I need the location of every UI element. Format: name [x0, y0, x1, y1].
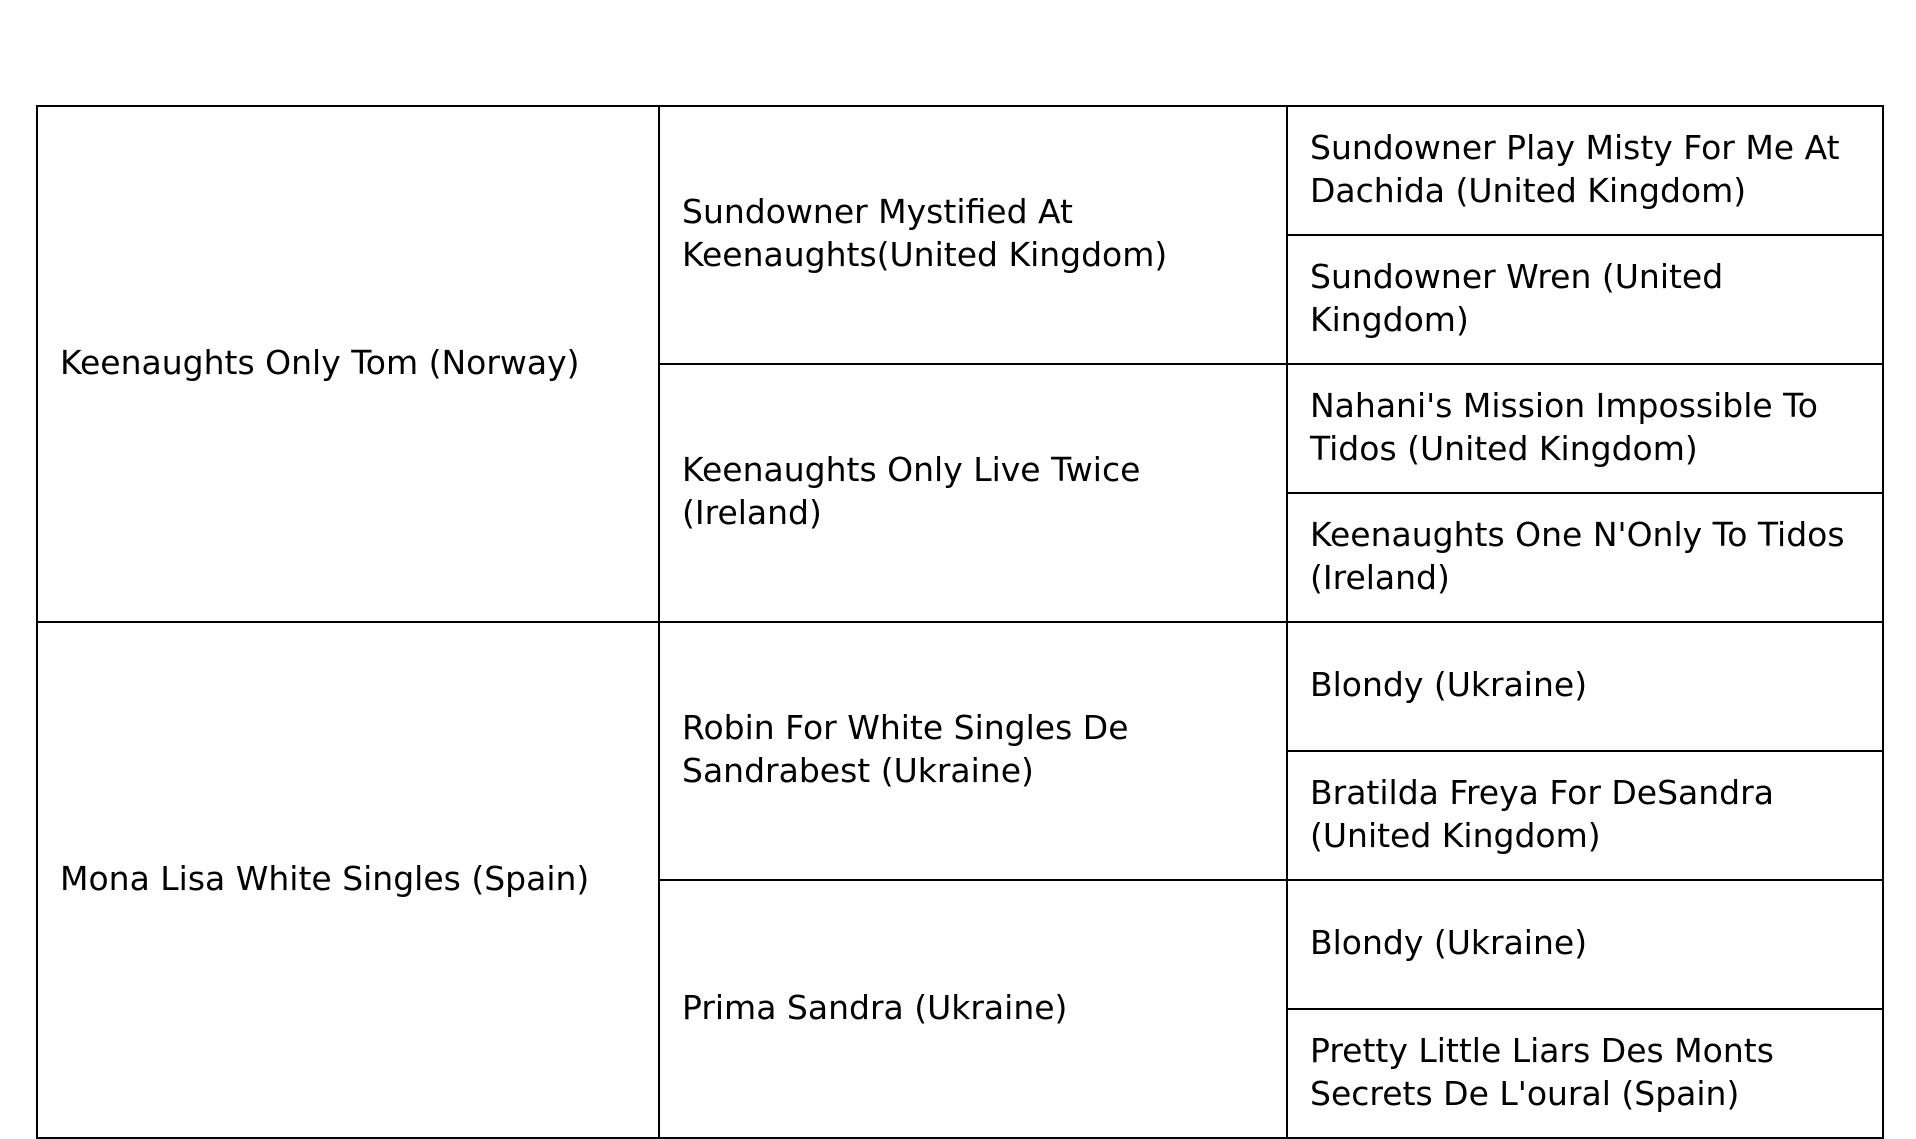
ancestor-gen3-cell: Keenaughts One N'Only To Tidos (Ireland): [1287, 493, 1883, 622]
ancestor-gen1-cell: Mona Lisa White Singles (Spain): [37, 622, 659, 1138]
ancestor-gen3-cell: Sundowner Play Misty For Me At Dachida (United Kingdom): [1287, 106, 1883, 235]
ancestor-gen2-cell: Prima Sandra (Ukraine): [659, 880, 1287, 1138]
table-row: [37, 622, 1883, 751]
ancestor-gen3-cell: Blondy (Ukraine): [1287, 622, 1883, 751]
ancestor-gen3-cell: Sundowner Wren (United Kingdom): [1287, 235, 1883, 364]
ancestor-gen2-cell: Sundowner Mystified At Keenaughts(United Kingdom): [659, 106, 1287, 364]
ancestor-gen3-cell: Blondy (Ukraine): [1287, 880, 1883, 1009]
ancestor-gen3-cell: Pretty Little Liars Des Monts Secrets De L'oural (Spain): [1287, 1009, 1883, 1138]
ancestor-gen2-cell: Keenaughts Only Live Twice (Ireland): [659, 364, 1287, 622]
ancestor-gen1-cell: Keenaughts Only Tom (Norway): [37, 106, 659, 622]
table-row: [37, 106, 1883, 235]
ancestor-gen2-cell: Robin For White Singles De Sandrabest (Ukraine): [659, 622, 1287, 880]
ancestor-gen3-cell: Bratilda Freya For DeSandra (United Kingdom): [1287, 751, 1883, 880]
ancestor-gen3-cell: Nahani's Mission Impossible To Tidos (United Kingdom): [1287, 364, 1883, 493]
pedigree-table: [36, 105, 1884, 1139]
